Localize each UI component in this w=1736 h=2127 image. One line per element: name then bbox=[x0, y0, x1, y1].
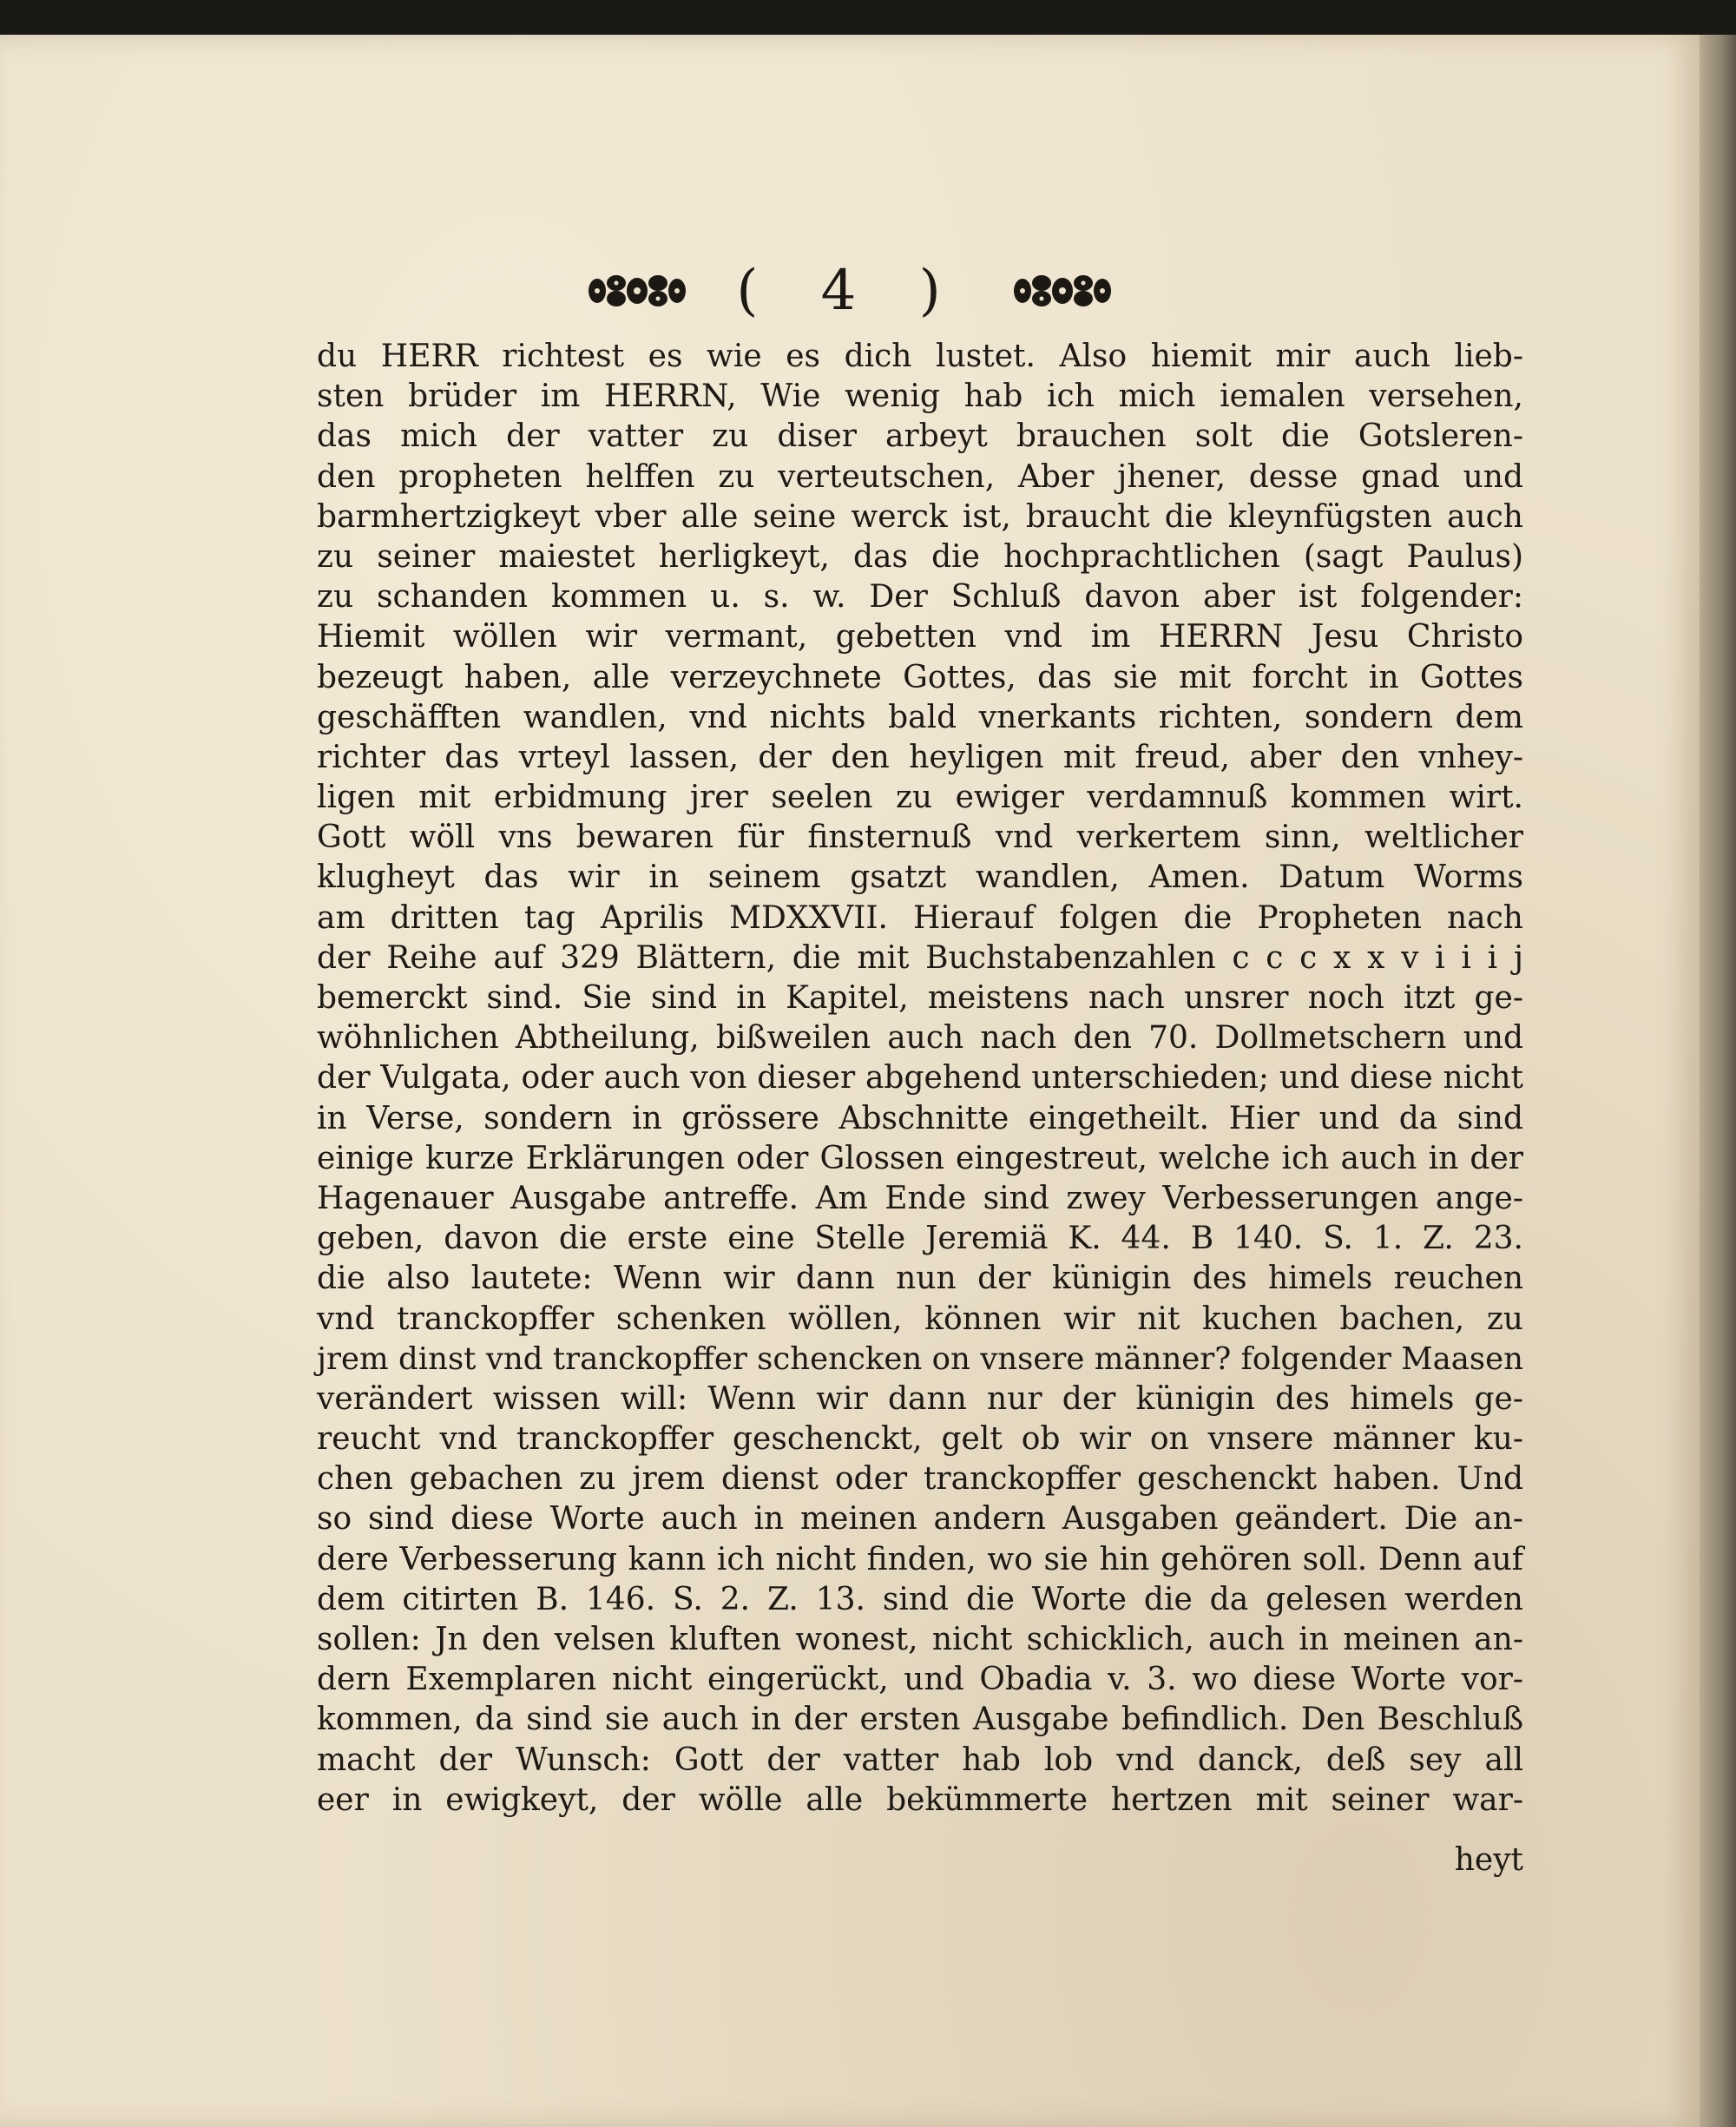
text-line: zu schanden kommen u. s. w. Der Schluß davon aber ist folgender: bbox=[317, 579, 1523, 616]
text-line: bezeugt haben, alle verzeychnete Gottes, das sie mit forcht in Gottes bbox=[317, 659, 1523, 695]
text-line: so sind diese Worte auch in meinen andern Ausgaben geändert. Die an- bbox=[317, 1501, 1523, 1538]
text-line: vnd tranckopffer schenken wöllen, können wir nit kuchen bachen, zu bbox=[317, 1301, 1523, 1337]
text-line: Hiemit wöllen wir vermant, gebetten vnd im HERRN Jesu Christo bbox=[317, 619, 1523, 655]
text-line: am dritten tag Aprilis MDXXVII. Hierauf folgen die Propheten nach bbox=[317, 899, 1523, 936]
text-line: barmhertzigkeyt vber alle seine werck ist, braucht die kleynfügsten auch bbox=[317, 498, 1523, 535]
text-line: die also lautete: Wenn wir dann nun der künigin des himels reuchen bbox=[317, 1261, 1523, 1297]
text-line: du HERR richtest es wie es dich lustet. Also hiemit mir auch lieb- bbox=[317, 339, 1523, 374]
page-header bbox=[0, 252, 1700, 321]
text-line: einige kurze Erklärungen oder Glossen eingestreut, welche ich auch in der bbox=[317, 1140, 1523, 1176]
text-line: macht der Wunsch: Gott der vatter hab lob vnd danck, deß sey all bbox=[317, 1742, 1523, 1778]
catchword: heyt bbox=[1454, 1842, 1523, 1878]
text-line: reucht vnd tranckopffer geschenckt, gelt ob wir on vnsere männer ku- bbox=[317, 1421, 1523, 1458]
text-line: dem citirten B. 146. S. 2. Z. 13. sind die Worte die da gelesen werden bbox=[317, 1581, 1523, 1617]
text-line: wöhnlichen Abtheilung, bißweilen auch nach den 70. Dollmetschern und bbox=[317, 1020, 1523, 1057]
text-line: in Verse, sondern in grössere Abschnitte eingetheilt. Hier und da sind bbox=[317, 1100, 1523, 1136]
text-line: dern Exemplaren nicht eingerückt, und Obadia v. 3. wo diese Worte vor- bbox=[317, 1662, 1523, 1698]
text-line: ligen mit erbidmung jrer seelen zu ewiger verdamnuß kommen wirt. bbox=[317, 780, 1523, 816]
text-line: verändert wissen will: Wenn wir dann nur der künigin des himels ge- bbox=[317, 1380, 1523, 1417]
text-line: bemerckt sind. Sie sind in Kapitel, meistens nach unsrer noch itzt ge- bbox=[317, 980, 1523, 1016]
text-line: der Reihe auf 329 Blättern, die mit Buchstabenzahlen c c c x x v i i i j bbox=[317, 939, 1523, 976]
book-page bbox=[0, 35, 1700, 2127]
text-line: Gott wöll vns bewaren für finsternuß vnd verkertem sinn, weltlicher bbox=[317, 820, 1523, 856]
text-line: geschäfften wandlen, vnd nichts bald vnerkants richten, sondern dem bbox=[317, 699, 1523, 735]
text-line: eer in ewigkeyt, der wölle alle bekümmerte hertzen mit seiner war- bbox=[317, 1781, 1523, 1818]
text-line: Hagenauer Ausgabe antreffe. Am Ende sind zwey Verbesserungen ange- bbox=[317, 1180, 1523, 1216]
text-line: richter das vrteyl lassen, der den heyligen mit freud, aber den vnhey- bbox=[317, 739, 1523, 775]
fleuron-left-icon bbox=[585, 271, 689, 311]
text-line: der Vulgata, oder auch von dieser abgehend unterschieden; und diese nicht bbox=[317, 1060, 1523, 1096]
body-text bbox=[317, 337, 1523, 1821]
page-right-edge bbox=[1700, 35, 1736, 2127]
page-number: ( 4 ) bbox=[736, 258, 963, 323]
text-line: den propheten helffen zu verteutschen, Aber jhener, desse gnad und bbox=[317, 458, 1523, 495]
fleuron-right-icon bbox=[1010, 271, 1115, 311]
scan-top-border bbox=[0, 0, 1736, 35]
text-line: zu seiner maiestet herligkeyt, das die hochprachtlichen (sagt Paulus) bbox=[317, 538, 1523, 575]
text-line: jrem dinst vnd tranckopffer schencken on vnsere männer? folgender Maasen bbox=[317, 1340, 1523, 1377]
text-line: geben, davon die erste eine Stelle Jeremiä K. 44. B 140. S. 1. Z. 23. bbox=[317, 1221, 1523, 1257]
text-line: chen gebachen zu jrem dienst oder tranckopffer geschenckt haben. Und bbox=[317, 1461, 1523, 1498]
text-line: das mich der vatter zu diser arbeyt brauchen solt die Gotsleren- bbox=[317, 418, 1523, 455]
text-line: dere Verbesserung kann ich nicht finden, wo sie hin gehören soll. Denn auf bbox=[317, 1541, 1523, 1577]
text-line: klugheyt das wir in seinem gsatzt wandlen, Amen. Datum Worms bbox=[317, 859, 1523, 896]
text-line: kommen, da sind sie auch in der ersten Ausgabe befindlich. Den Beschluß bbox=[317, 1702, 1523, 1738]
text-line: sten brüder im HERRN, Wie wenig hab ich mich iemalen versehen, bbox=[317, 379, 1523, 415]
text-line: sollen: Jn den velsen kluften wonest, nicht schicklich, auch in meinen an- bbox=[317, 1622, 1523, 1657]
